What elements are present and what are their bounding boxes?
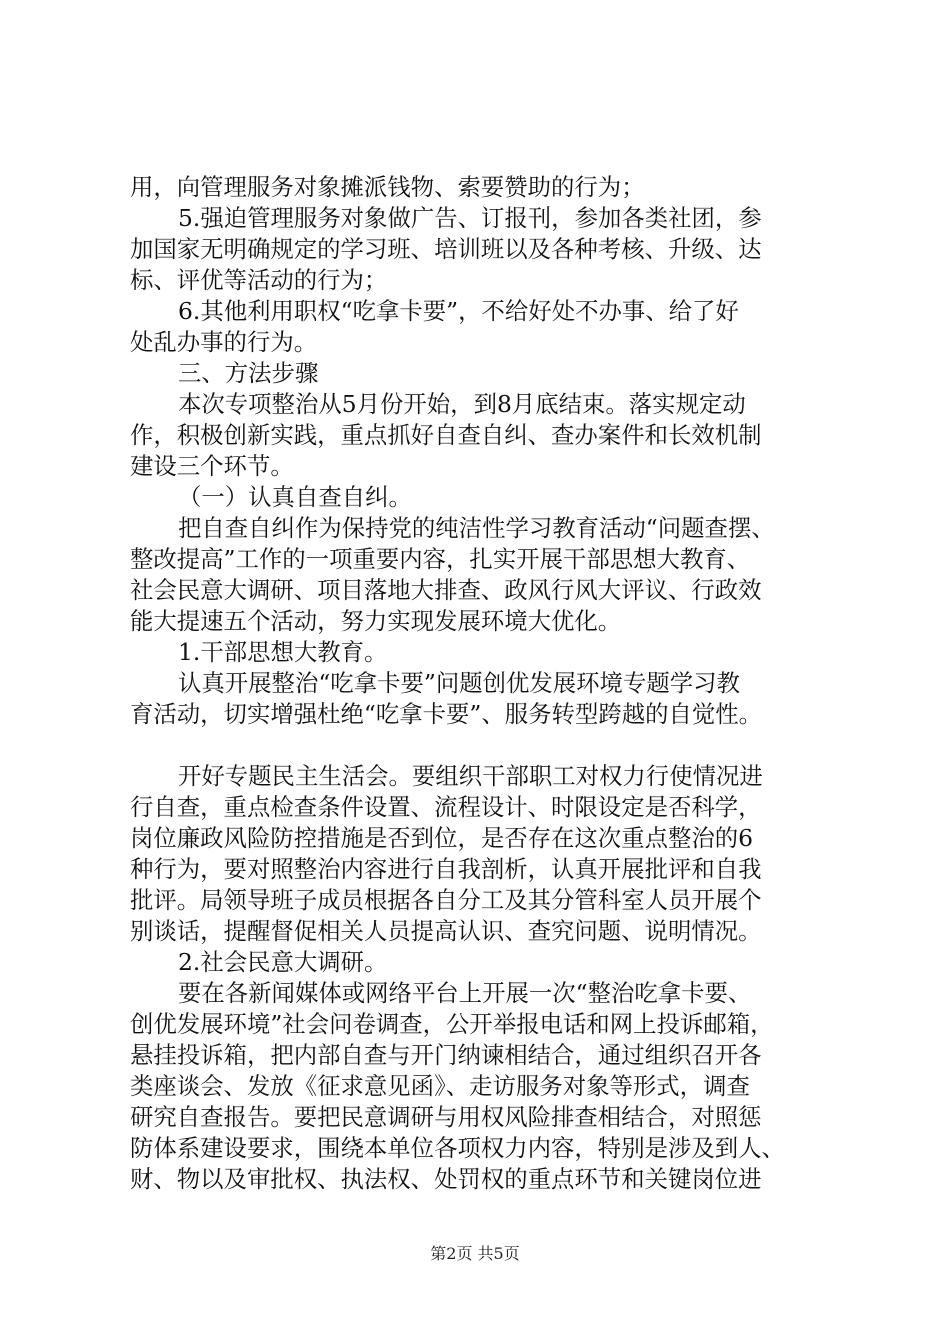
- text-line: 把自查自纠作为保持党的纯洁性学习教育活动“问题查摆、: [178, 514, 775, 542]
- text-line: 类座谈会、发放《征求意见函》、走访服务对象等形式，调查: [130, 1072, 750, 1100]
- text-line: 防体系建设要求，围绕本单位各项权力内容，特别是涉及到人、: [130, 1134, 785, 1162]
- text-line: 处乱办事的行为。: [130, 328, 318, 356]
- document-body: [130, 172, 830, 1195]
- text-line: 标、评优等活动的行为；: [130, 266, 388, 294]
- text-line: 社会民意大调研、项目落地大排查、政风行风大评议、行政效: [130, 576, 762, 604]
- text-line: 能大提速五个活动，努力实现发展环境大优化。: [130, 607, 622, 635]
- text-line: 岗位廉政风险防控措施是否到位，是否存在这次重点整治的6: [130, 824, 754, 852]
- text-line: 6.其他利用职权“吃拿卡要”，不给好处不办事、给了好: [178, 297, 739, 325]
- text-line: 创优发展环境”社会问卷调查，公开举报电话和网上投诉邮箱，: [130, 1010, 774, 1038]
- text-line: 悬挂投诉箱，把内部自查与开门纳谏相结合，通过组织召开各: [130, 1041, 762, 1069]
- text-line: 加国家无明确规定的学习班、培训班以及各种考核、升级、达: [130, 235, 762, 263]
- text-line: 种行为，要对照整治内容进行自我剖析，认真开展批评和自我: [130, 855, 762, 883]
- text-line: 要在各新闻媒体或网络平台上开展一次“整治吃拿卡要、: [178, 979, 752, 1007]
- text-line: 建设三个环节。: [130, 452, 294, 480]
- text-line: 用，向管理服务对象摊派钱物、索要赞助的行为；: [130, 173, 645, 201]
- text-line: 5.强迫管理服务对象做广告、订报刊，参加各类社团，参: [178, 204, 762, 232]
- text-line: 本次专项整治从5月份开始，到8月底结束。落实规定动: [178, 390, 746, 418]
- text-line: 认真开展整治“吃拿卡要”问题创优发展环境专题学习教: [178, 669, 740, 697]
- text-line: 研究自查报告。要把民意调研与用权风险排查相结合，对照惩: [130, 1103, 762, 1131]
- text-line: 批评。局领导班子成员根据各自分工及其分管科室人员开展个: [130, 886, 762, 914]
- page-footer: 第2页 共5页: [430, 1244, 520, 1263]
- item-heading: 1.干部思想大教育。: [178, 638, 388, 666]
- text-line: 行自查，重点检查条件设置、流程设计、时限设定是否科学，: [130, 793, 762, 821]
- text-line: 开好专题民主生活会。要组织干部职工对权力行使情况进: [178, 762, 763, 790]
- text-line: 财、物以及审批权、执法权、处罚权的重点环节和关键岗位进: [130, 1165, 762, 1193]
- item-heading: 2.社会民意大调研。: [178, 948, 388, 976]
- text-line: 作，积极创新实践，重点抓好自查自纠、查办案件和长效机制: [130, 421, 762, 449]
- text-line: 别谈话，提醒督促相关人员提高认识、查究问题、说明情况。: [130, 917, 762, 945]
- text-line: 整改提高”工作的一项重要内容，扎实开展干部思想大教育、: [130, 545, 751, 573]
- section-heading: 三、方法步骤: [178, 359, 319, 387]
- text-line: 育活动，切实增强杜绝“吃拿卡要”、服务转型跨越的自觉性。: [130, 700, 763, 728]
- subsection-heading: （一）认真自查自纠。: [178, 483, 412, 511]
